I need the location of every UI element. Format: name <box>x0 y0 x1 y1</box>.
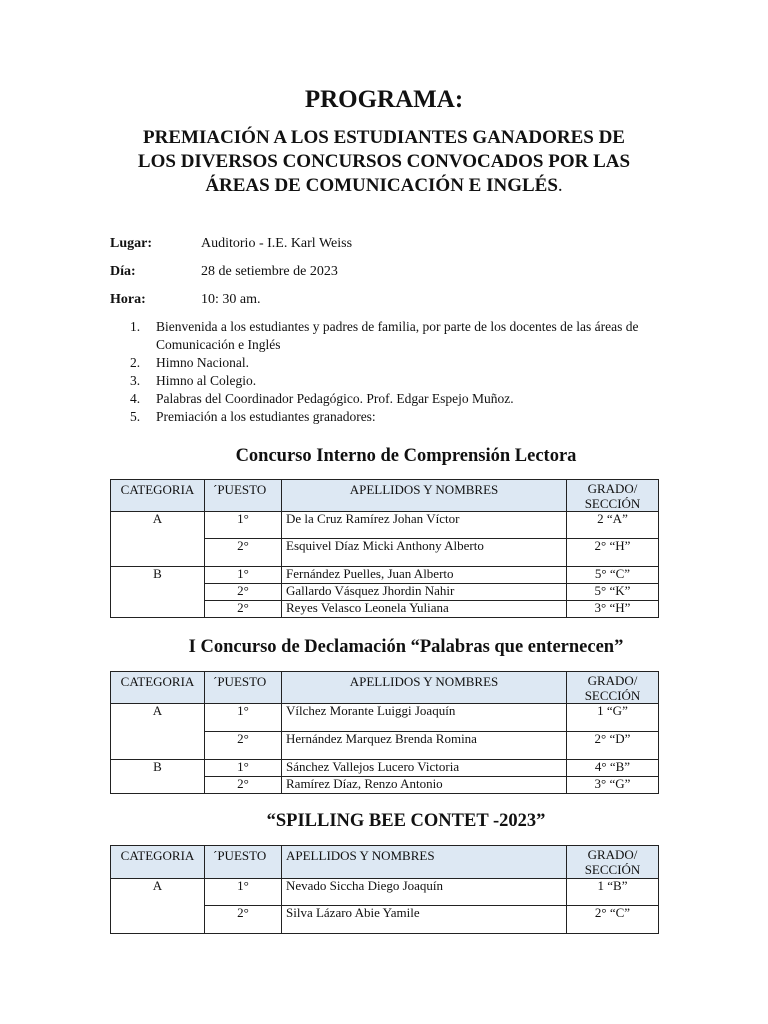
info-value: Auditorio - I.E. Karl Weiss <box>201 236 353 251</box>
cell-puesto: 2° <box>205 539 282 567</box>
subtitle-line-2: LOS DIVERSOS CONCURSOS CONVOCADOS POR LAS <box>137 151 631 172</box>
list-number: 3. <box>130 373 141 388</box>
table-row <box>111 704 659 732</box>
program-list <box>130 318 670 426</box>
list-item <box>130 408 670 426</box>
list-text: Himno al Colegio. <box>156 373 257 388</box>
col-nombres: APELLIDOS Y NOMBRES <box>282 672 567 704</box>
cell-puesto: 1° <box>205 879 282 906</box>
cell-nombre: Fernández Puelles, Juan Alberto <box>282 567 567 584</box>
col-grado <box>567 672 659 704</box>
list-text: Premiación a los estudiantes granadores: <box>156 409 376 424</box>
info-label: Día: <box>110 264 136 279</box>
subtitle-line-1: PREMIACIÓN A LOS ESTUDIANTES GANADORES DE <box>143 127 625 148</box>
table-header-row <box>111 672 659 704</box>
page-subtitle <box>0 126 768 198</box>
info-label: Hora: <box>110 292 146 307</box>
col-categoria: CATEGORIA <box>111 672 205 704</box>
list-text: Bienvenida a los estudiantes y padres de familia, por parte de los docentes de las áreas de Comunicación e Inglés <box>156 319 639 352</box>
cell-grado: 2 “A” <box>567 512 659 539</box>
cell-nombre: Ramírez Díaz, Renzo Antonio <box>282 777 567 794</box>
list-number: 2. <box>130 355 141 370</box>
col-puesto: ´PUESTO <box>205 846 282 879</box>
cell-grado: 2° “H” <box>567 539 659 567</box>
col-categoria: CATEGORIA <box>111 846 205 879</box>
cell-puesto: 2° <box>205 732 282 760</box>
col-puesto: ´PUESTO <box>205 672 282 704</box>
subtitle-line-3-text: ÁREAS DE COMUNICACIÓN E INGLÉS <box>205 175 558 196</box>
cell-nombre: Hernández Marquez Brenda Romina <box>282 732 567 760</box>
list-item <box>130 354 670 372</box>
cell-grado: 2° “D” <box>567 732 659 760</box>
col-grado-line-1: GRADO/ <box>587 673 638 688</box>
cell-nombre: Reyes Velasco Leonela Yuliana <box>282 601 567 618</box>
table-row <box>111 567 659 584</box>
list-text: Palabras del Coordinador Pedagógico. Prof. Edgar Espejo Muñoz. <box>156 391 514 406</box>
cell-puesto: 1° <box>205 512 282 539</box>
cell-grado: 2° “C” <box>567 906 659 934</box>
cell-puesto: 2° <box>205 601 282 618</box>
subtitle-line-3 <box>0 174 768 198</box>
cell-grado: 1 “B” <box>567 879 659 906</box>
contest-3-table <box>110 845 659 934</box>
cell-categoria: A <box>111 512 205 567</box>
cell-grado: 1 “G” <box>567 704 659 732</box>
table-header-row <box>111 846 659 879</box>
info-value: 28 de setiembre de 2023 <box>201 264 338 279</box>
cell-grado: 5° “K” <box>567 584 659 601</box>
contest-1-table <box>110 479 659 618</box>
cell-puesto: 2° <box>205 906 282 934</box>
col-grado-line-2: SECCIÓN <box>584 496 641 511</box>
cell-nombre: Esquivel Díaz Micki Anthony Alberto <box>282 539 567 567</box>
list-number: 4. <box>130 391 141 406</box>
col-grado-line-1: GRADO/ <box>587 847 638 862</box>
list-item <box>130 372 670 390</box>
cell-nombre: Gallardo Vásquez Jhordin Nahir <box>282 584 567 601</box>
cell-categoria: A <box>111 704 205 760</box>
info-value: 10: 30 am. <box>201 292 261 307</box>
cell-puesto: 2° <box>205 777 282 794</box>
cell-nombre: Silva Lázaro Abie Yamile <box>282 906 567 934</box>
cell-puesto: 1° <box>205 704 282 732</box>
cell-nombre: De la Cruz Ramírez Johan Víctor <box>282 512 567 539</box>
cell-puesto: 2° <box>205 584 282 601</box>
cell-puesto: 1° <box>205 567 282 584</box>
col-puesto: ´PUESTO <box>205 480 282 512</box>
cell-grado: 3° “H” <box>567 601 659 618</box>
cell-categoria: A <box>111 879 205 934</box>
cell-nombre: Sánchez Vallejos Lucero Victoria <box>282 760 567 777</box>
table-row <box>111 879 659 906</box>
list-number: 1. <box>130 319 141 334</box>
col-grado-line-2: SECCIÓN <box>584 688 641 703</box>
contest-3-title: “SPILLING BEE CONTET -2023” <box>266 811 546 831</box>
cell-nombre: Nevado Siccha Diego Joaquín <box>282 879 567 906</box>
cell-grado: 5° “C” <box>567 567 659 584</box>
col-grado <box>567 846 659 879</box>
cell-grado: 3° “G” <box>567 777 659 794</box>
list-item <box>130 318 670 354</box>
table-row <box>111 512 659 539</box>
info-label: Lugar: <box>110 236 152 251</box>
col-categoria: CATEGORIA <box>111 480 205 512</box>
contest-2-table <box>110 671 659 794</box>
col-nombres: APELLIDOS Y NOMBRES <box>282 846 567 879</box>
subtitle-period: . <box>557 175 563 196</box>
list-text: Himno Nacional. <box>156 355 249 370</box>
contest-2-title: I Concurso de Declamación “Palabras que enternecen” <box>188 637 624 657</box>
col-grado <box>567 480 659 512</box>
cell-categoria: B <box>111 760 205 794</box>
page-title: PROGRAMA: <box>304 86 464 113</box>
col-grado-line-1: GRADO/ <box>587 481 638 496</box>
cell-puesto: 1° <box>205 760 282 777</box>
table-header-row <box>111 480 659 512</box>
cell-grado: 4° “B” <box>567 760 659 777</box>
cell-nombre: Vílchez Morante Luiggi Joaquín <box>282 704 567 732</box>
cell-categoria: B <box>111 567 205 618</box>
list-item <box>130 390 670 408</box>
col-grado-line-2: SECCIÓN <box>584 862 641 877</box>
contest-1-title: Concurso Interno de Comprensión Lectora <box>235 446 577 466</box>
list-number: 5. <box>130 409 141 424</box>
table-row <box>111 760 659 777</box>
col-nombres: APELLIDOS Y NOMBRES <box>282 480 567 512</box>
